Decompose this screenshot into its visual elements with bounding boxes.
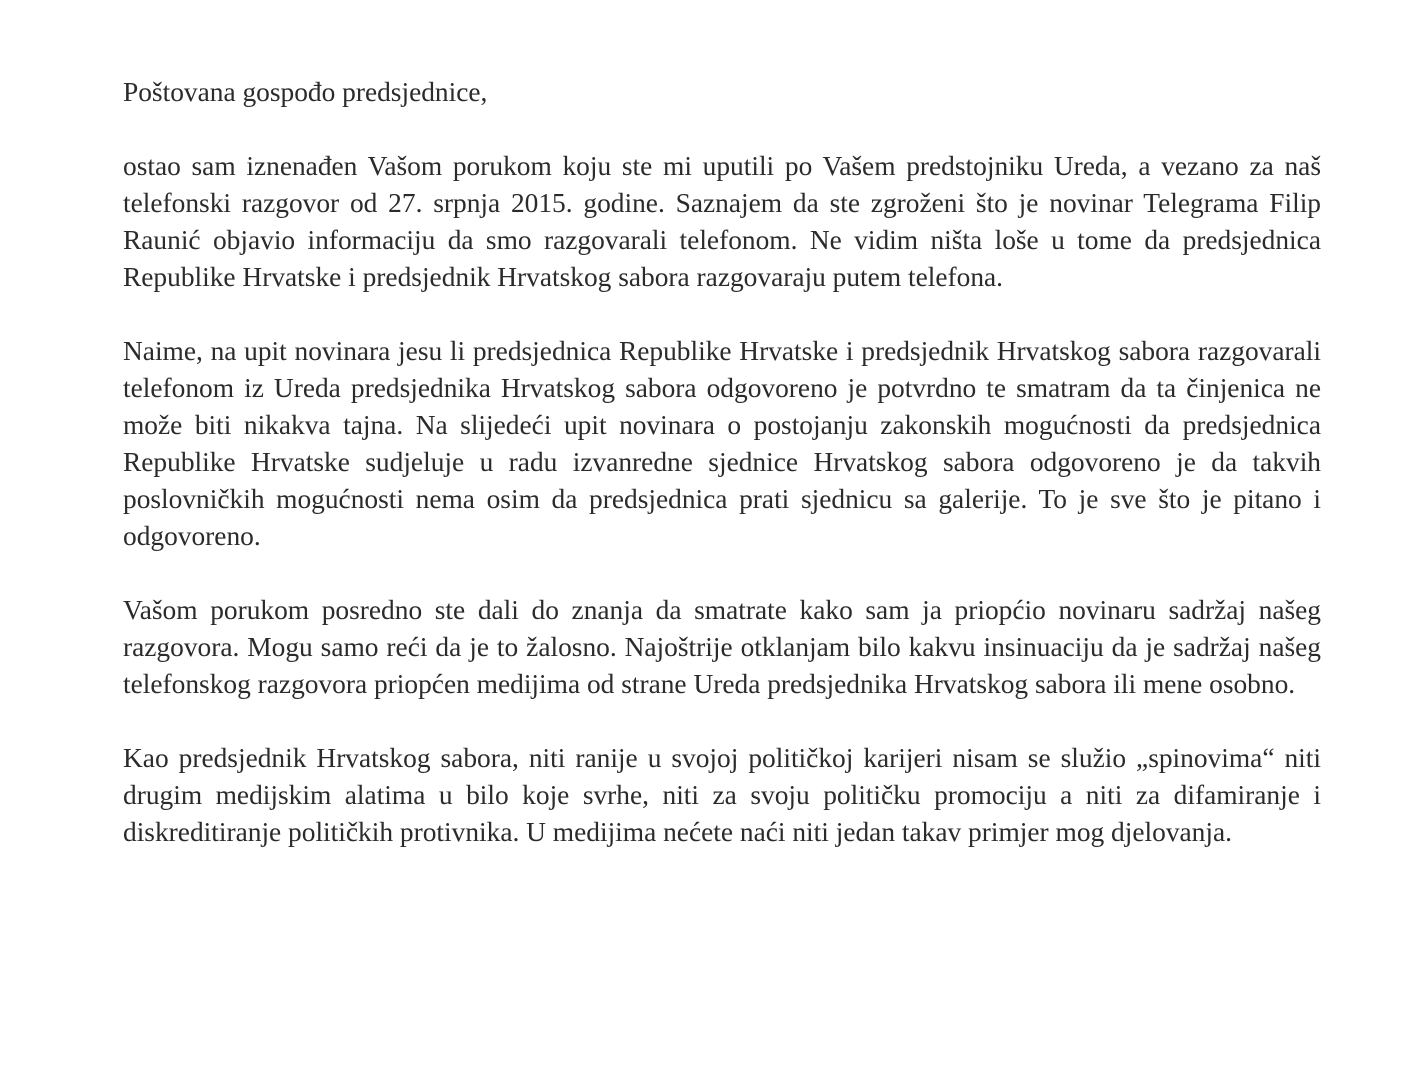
paragraph-3: Vašom porukom posredno ste dali do znanja da smatrate kako sam ja priopćio novinaru sadržaj našeg razgovora. Mogu samo reći da je to žalosno. Najoštrije otklanjam bilo kakvu insinuaciju da je sadržaj našeg telefonskog razgovora priopćen medijima od strane Ureda predsjednika Hrvatskog sabora ili mene osobno.	[123, 595, 1321, 699]
paragraph-1: ostao sam iznenađen Vašom porukom koju ste mi uputili po Vašem predstojniku Ureda, a vezano za naš telefonski razgovor od 27. srpnja 2015. godine. Saznajem da ste zgroženi što je novinar Telegrama Filip Raunić objavio informaciju da smo razgovarali telefonom. Ne vidim ništa loše u tome da predsjednica Republike Hrvatske i predsjednik Hrvatskog sabora razgovaraju putem telefona.	[123, 151, 1321, 292]
salutation: Poštovana gospođo predsjednice,	[123, 77, 488, 107]
paragraph-2: Naime, na upit novinara jesu li predsjednica Republike Hrvatske i predsjednik Hrvatskog sabora razgovarali telefonom iz Ureda predsjednika Hrvatskog sabora odgovoreno je potvrdno te smatram da ta činjenica ne može biti nikakva tajna. Na slijedeći upit novinara o postojanju zakonskih mogućnosti da predsjednica Republike Hrvatske sudjeluje u radu izvanredne sjednice Hrvatskog sabora odgovoreno je da takvih poslovničkih mogućnosti nema osim da predsjednica prati sjednicu sa galerije. To je sve što je pitano i odgovoreno.	[123, 336, 1321, 551]
letter-body	[123, 74, 1321, 851]
paragraph-4: Kao predsjednik Hrvatskog sabora, niti ranije u svojoj političkoj karijeri nisam se služio „spinovima“ niti drugim medijskim alatima u bilo koje svrhe, niti za svoju političku promociju a niti za difamiranje i diskreditiranje političkih protivnika. U medijima nećete naći niti jedan takav primjer mog djelovanja.	[123, 743, 1321, 847]
